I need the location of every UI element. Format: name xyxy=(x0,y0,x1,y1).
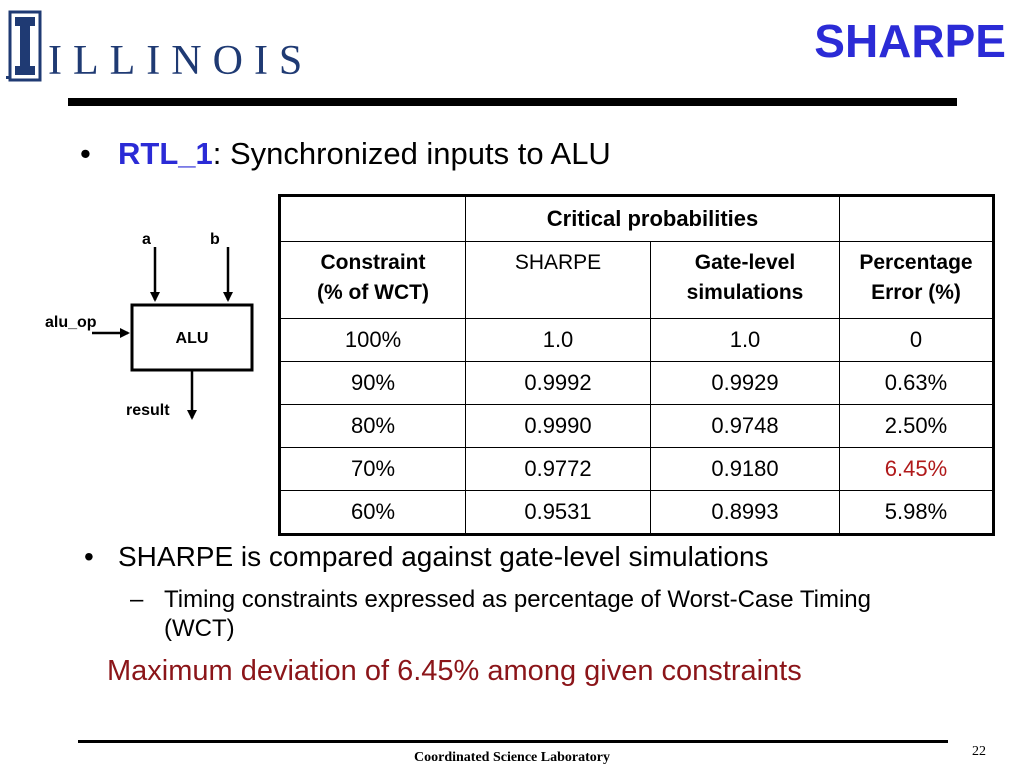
control-label: alu_op xyxy=(45,314,97,331)
cell-error: 0 xyxy=(840,319,994,362)
cell-gate-level: 0.9180 xyxy=(651,448,840,491)
table-row xyxy=(280,448,994,491)
cell-sharpe: 1.0 xyxy=(466,319,651,362)
table-group-header-row xyxy=(280,196,994,242)
cell-constraint: 60% xyxy=(280,491,466,535)
footer-lab-name: Coordinated Science Laboratory xyxy=(414,750,610,765)
column-header-line: Constraint xyxy=(320,251,426,274)
university-logo xyxy=(6,10,314,84)
logo-wordmark: ILLINOIS xyxy=(48,38,314,84)
table-row xyxy=(280,319,994,362)
alu-diagram xyxy=(40,225,270,425)
rtl1-label: RTL_1 xyxy=(118,136,213,171)
input-a-label: a xyxy=(142,231,151,248)
slide-title: SHARPE xyxy=(814,15,1006,67)
table-row xyxy=(280,362,994,405)
critical-probabilities-table xyxy=(278,194,995,536)
output-label: result xyxy=(126,402,170,419)
cell-gate-level: 0.8993 xyxy=(651,491,840,535)
column-header-line: Percentage xyxy=(859,251,973,274)
column-header-sharpe: SHARPE xyxy=(466,242,651,319)
cell-constraint: 70% xyxy=(280,448,466,491)
table-header-blank xyxy=(280,196,466,242)
cell-gate-level: 1.0 xyxy=(651,319,840,362)
rtl1-description: : Synchronized inputs to ALU xyxy=(212,136,611,171)
bullet-comparison xyxy=(84,540,769,574)
table-column-header-row xyxy=(280,242,994,319)
column-header-gate-level xyxy=(651,242,840,319)
cell-gate-level: 0.9748 xyxy=(651,405,840,448)
cell-error: 0.63% xyxy=(840,362,994,405)
conclusion-text: Maximum deviation of 6.45% among given constraints xyxy=(107,655,802,687)
cell-gate-level: 0.9929 xyxy=(651,362,840,405)
footer-divider xyxy=(78,740,948,743)
cell-error: 2.50% xyxy=(840,405,994,448)
column-header-constraint xyxy=(280,242,466,319)
sub-bullet-dash: – xyxy=(130,586,144,613)
cell-sharpe: 0.9531 xyxy=(466,491,651,535)
cell-sharpe: 0.9990 xyxy=(466,405,651,448)
bullet-dot: • xyxy=(80,136,91,171)
table-header-blank xyxy=(840,196,994,242)
cell-sharpe: 0.9772 xyxy=(466,448,651,491)
input-b-label: b xyxy=(210,231,220,248)
table-group-header: Critical probabilities xyxy=(466,196,840,242)
comparison-text: SHARPE is compared against gate-level simulations xyxy=(118,541,769,572)
cell-constraint: 100% xyxy=(280,319,466,362)
cell-error-max: 6.45% xyxy=(840,448,994,491)
column-header-line: Gate-level xyxy=(694,251,796,274)
cell-error: 5.98% xyxy=(840,491,994,535)
cell-constraint: 80% xyxy=(280,405,466,448)
page-number: 22 xyxy=(972,744,986,759)
cell-constraint: 90% xyxy=(280,362,466,405)
column-header-line: simulations xyxy=(686,281,804,304)
header-divider xyxy=(68,98,957,106)
column-header-error xyxy=(840,242,994,319)
column-header-line: (% of WCT) xyxy=(317,281,429,304)
table-row xyxy=(280,405,994,448)
table-row xyxy=(280,491,994,535)
alu-block-label: ALU xyxy=(175,330,209,347)
sub-bullet-text: Timing constraints expressed as percentage of Worst-Case Timing (WCT) xyxy=(164,586,871,642)
bullet-rtl1 xyxy=(80,136,611,172)
column-header-line: Error (%) xyxy=(871,281,961,304)
cell-sharpe: 0.9992 xyxy=(466,362,651,405)
bullet-dot: • xyxy=(84,541,94,572)
